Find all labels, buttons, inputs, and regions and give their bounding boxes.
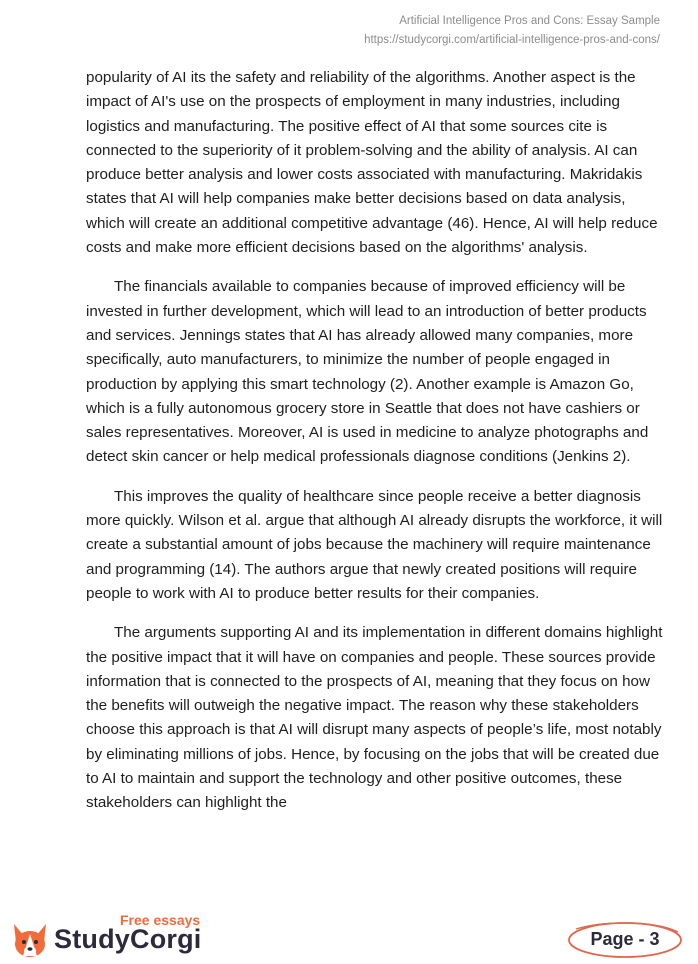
page-number-badge [566, 919, 684, 959]
paragraph-1: popularity of AI its the safety and reliability of the algorithms. Another aspect is the impact of AI's use on the prospects of employment in many industries, including logistics and manufacturing. The positive effect of AI that some sources cite is connected to the superiority of it problem-solving and the ability of analysis. AI can produce better analysis and lower costs associated with manufacturing. Makridakis states that AI will help companies make better decisions based on data analysis, which will create an additional competitive advantage (46). Hence, AI will help reduce costs and make more efficient decisions based on the algorithms' analysis. [86, 69, 658, 257]
page-header [364, 12, 660, 50]
studycorgi-logo[interactable] [10, 912, 220, 964]
essay-body [86, 66, 666, 831]
document-title: Artificial Intelligence Pros and Cons: Essay Sample [399, 15, 660, 27]
paragraph-2: The financials available to companies because of improved efficiency will be invested in further development, which will lead to an introduction of better products and services. Jennings states that AI has already allowed many companies, more specifically, auto manufacturers, to minimize the number of people engaged in production by applying this smart technology (2). Another example is Amazon Go, which is a fully autonomous grocery store in Seattle that does not have cashiers or sales representatives. Moreover, AI is used in medicine to analyze photographs and detect skin cancer or help medical professionals diagnose conditions (Jenkins 2). [86, 278, 649, 466]
source-url[interactable]: https://studycorgi.com/artificial-intelligence-pros-and-cons/ [364, 34, 660, 46]
brand-name: StudyCorgi [54, 924, 202, 954]
paragraph-4: The arguments supporting AI and its implementation in different domains highlight the positive impact that it will have on companies and people. These sources provide information that is connected to the prospects of AI, meaning that they focus on how the benefits will outweigh the negative impact. The reason why these stakeholders choose this approach is that AI will disrupt many aspects of people’s life, most notably by eliminating millions of jobs. Hence, by focusing on the jobs that will be created due to AI to maintain and support the technology and other positive outcomes, these stakeholders can highlight the [86, 624, 663, 812]
page-number: Page - 3 [590, 929, 660, 949]
paragraph-3: This improves the quality of healthcare since people receive a better diagnosis more quickly. Wilson et al. argue that although AI already disrupts the workforce, it will create a substantial amount of jobs because the machinery will require maintenance and programming (14). The authors argue that newly created positions will require people to work with AI to produce better results for their companies. [86, 487, 663, 602]
corgi-icon [10, 920, 50, 960]
free-essays-tagline: Free essays [120, 912, 201, 928]
